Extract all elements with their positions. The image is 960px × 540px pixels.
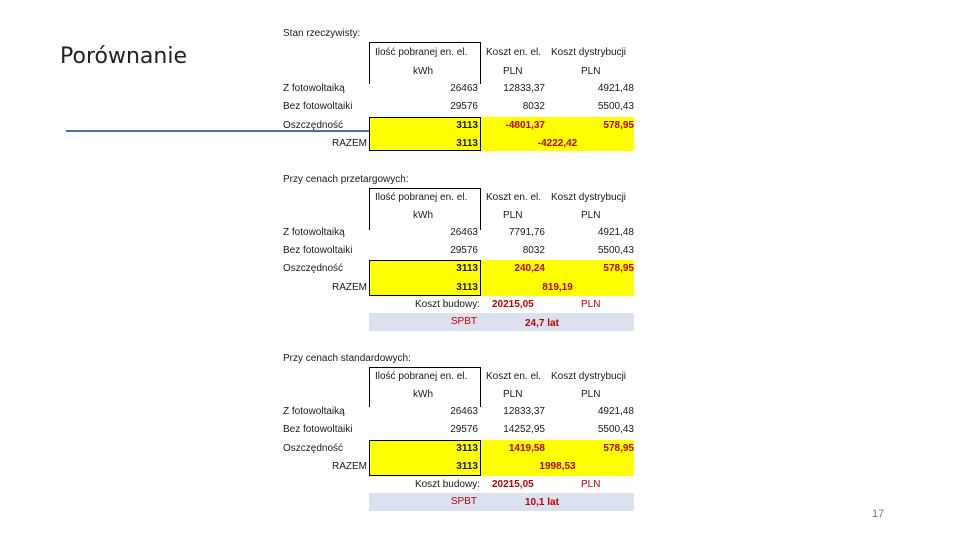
header-unit-kwh: kWh (413, 66, 433, 77)
header-distribution: Koszt dystrybucji (551, 47, 627, 58)
cell-distribution: 5500,43 (597, 424, 634, 435)
header-unit-pln-distribution: PLN (581, 210, 601, 221)
cell-cost: 1419,58 (508, 443, 545, 454)
row-label-savings: Oszczędność (283, 120, 344, 131)
row-label-build-cost: Koszt budowy: (414, 479, 480, 490)
header-unit-kwh: kWh (413, 389, 433, 400)
header-cost: Koszt en. el. (486, 47, 542, 58)
header-unit-kwh: kWh (413, 210, 433, 221)
header-unit-pln-cost: PLN (503, 210, 523, 221)
cell-distribution: 4921,48 (597, 227, 634, 238)
cell-energy: 3113 (456, 138, 478, 149)
section-heading: Przy cenach standardowych: (283, 353, 411, 364)
row-label-without-pv: Bez fotowoltaiki (283, 245, 353, 256)
build-cost-value: 20215,05 (492, 479, 534, 490)
row-label-without-pv: Bez fotowoltaiki (283, 424, 353, 435)
cell-cost: 7791,76 (508, 227, 545, 238)
cell-cost: 8032 (522, 101, 545, 112)
header-unit-pln-distribution: PLN (581, 66, 601, 77)
cell-energy: 3113 (456, 461, 478, 472)
cell-energy: 29576 (450, 101, 478, 112)
build-cost-unit: PLN (581, 299, 601, 310)
row-label-with-pv: Z fotowoltaiką (283, 83, 345, 94)
cell-total-cost: 819,19 (542, 282, 573, 293)
row-label-build-cost: Koszt budowy: (414, 299, 480, 310)
cell-distribution: 4921,48 (597, 83, 634, 94)
section-heading: Stan rzeczywisty: (283, 28, 361, 39)
row-label-spbt: SPBT (450, 496, 477, 507)
cell-distribution: 5500,43 (597, 101, 634, 112)
cell-energy: 29576 (450, 245, 478, 256)
cell-total-cost: -4222,42 (537, 138, 578, 149)
header-unit-pln-cost: PLN (503, 66, 523, 77)
header-energy: Ilość pobranej en. el. (375, 192, 468, 203)
cell-energy: 26463 (450, 406, 478, 417)
cell-distribution: 578,95 (603, 443, 634, 454)
cell-distribution: 578,95 (603, 120, 634, 131)
row-label-total: RAZEM (332, 282, 367, 293)
build-cost-value: 20215,05 (492, 299, 534, 310)
cell-energy: 3113 (456, 443, 478, 454)
cell-cost: 240,24 (514, 263, 545, 274)
row-label-total: RAZEM (332, 461, 367, 472)
page-number: 17 (872, 508, 885, 520)
cell-cost: 12833,37 (503, 406, 545, 417)
spbt-value: 24,7 lat (525, 318, 559, 329)
row-label-without-pv: Bez fotowoltaiki (283, 101, 353, 112)
cell-energy: 3113 (456, 263, 478, 274)
cell-cost: 8032 (522, 245, 545, 256)
spbt-value: 10,1 lat (525, 497, 559, 508)
header-distribution: Koszt dystrybucji (551, 192, 627, 203)
cell-distribution: 4921,48 (597, 406, 634, 417)
header-cost: Koszt en. el. (486, 371, 542, 382)
cell-cost: -4801,37 (505, 120, 545, 131)
row-label-savings: Oszczędność (283, 263, 344, 274)
cell-cost: 12833,37 (503, 83, 545, 94)
section-heading: Przy cenach przetargowych: (283, 174, 409, 185)
row-label-with-pv: Z fotowoltaiką (283, 227, 345, 238)
header-energy: Ilość pobranej en. el. (375, 47, 468, 58)
slide-title: Porównanie (60, 44, 187, 69)
header-unit-pln-cost: PLN (503, 389, 523, 400)
cell-cost: 14252,95 (503, 424, 545, 435)
cell-distribution: 5500,43 (597, 245, 634, 256)
cell-energy: 26463 (450, 83, 478, 94)
row-label-with-pv: Z fotowoltaiką (283, 406, 345, 417)
cell-distribution: 578,95 (603, 263, 634, 274)
cell-energy: 3113 (456, 120, 478, 131)
row-label-spbt: SPBT (450, 316, 477, 327)
header-energy: Ilość pobranej en. el. (375, 371, 468, 382)
header-unit-pln-distribution: PLN (581, 389, 601, 400)
cell-energy: 26463 (450, 227, 478, 238)
header-cost: Koszt en. el. (486, 192, 542, 203)
row-label-total: RAZEM (332, 138, 367, 149)
header-distribution: Koszt dystrybucji (551, 371, 627, 382)
build-cost-unit: PLN (581, 479, 601, 490)
cell-energy: 3113 (456, 282, 478, 293)
row-label-savings: Oszczędność (283, 443, 344, 454)
cell-total-cost: 1998,53 (539, 461, 576, 472)
cell-energy: 29576 (450, 424, 478, 435)
